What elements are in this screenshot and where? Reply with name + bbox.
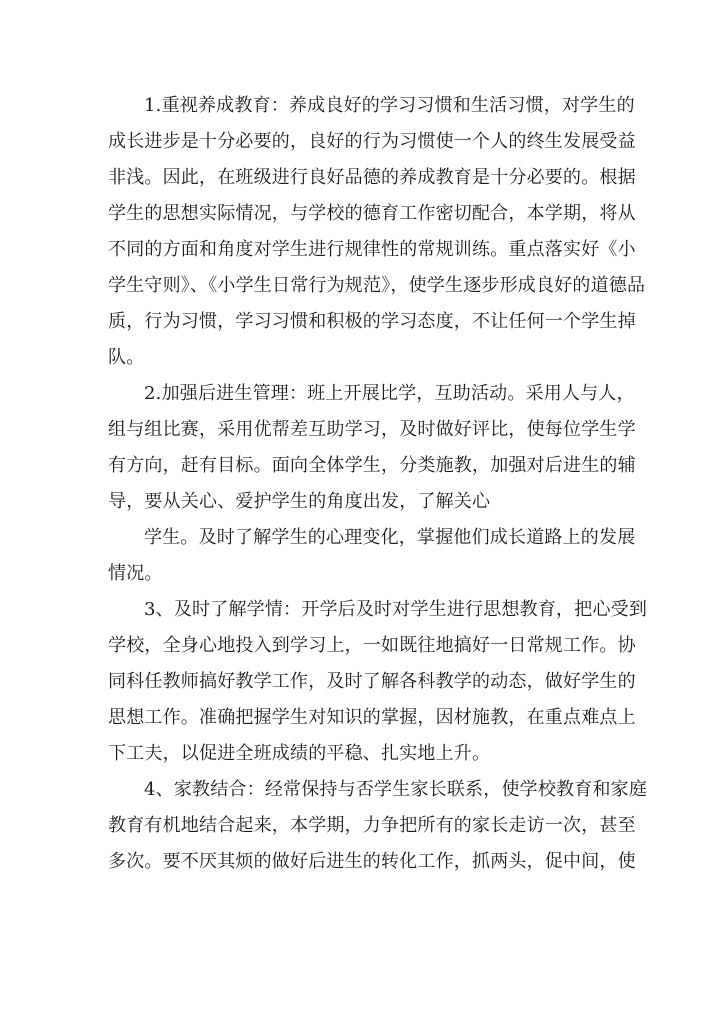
text-line — [108, 88, 635, 124]
text-line — [108, 304, 636, 340]
text-line — [108, 592, 648, 628]
text-line — [108, 124, 636, 160]
text-line — [108, 808, 636, 844]
paragraph-1 — [108, 88, 646, 376]
text-span: 非浅。因此，在班级进行良好品德的养成教育是十分必要的。根据 — [108, 167, 636, 188]
text-span: 学校，全身心地投入到学习上，一如既往地搞好一日常规工作。协 — [108, 635, 636, 656]
text-span: 教育有机地结合起来，本学期，力争把所有的家长走访一次，甚至 — [108, 815, 636, 836]
text-line — [108, 556, 608, 592]
paragraph-2 — [108, 376, 636, 520]
text-span: 质，行为习惯，学习习惯和积极的学习态度，不让任何一个学生掉 — [108, 311, 636, 332]
text-line — [108, 844, 636, 880]
text-span: 2.加强后进生管理：班上开展比学，互助活动。采用人与人， — [144, 383, 635, 404]
text-span: 情况。 — [108, 563, 163, 584]
paragraph-5 — [108, 772, 648, 880]
text-span: 3、及时了解学情：开学后及时对学生进行思想教育，把心受到 — [144, 599, 648, 620]
text-line — [108, 268, 646, 304]
text-line — [108, 484, 608, 520]
paragraph-3 — [108, 520, 636, 592]
text-span: 有方向，赶有目标。面向全体学生，分类施教，加强对后进生的辅 — [108, 455, 636, 476]
paragraph-4 — [108, 592, 648, 772]
text-line — [108, 700, 636, 736]
text-span: 思想工作。准确把握学生对知识的掌握，因材施教，在重点难点上 — [108, 707, 636, 728]
text-span: 成长进步是十分必要的，良好的行为习惯使一个人的终生发展受益 — [108, 131, 636, 152]
text-span: 学生。及时了解学生的心理变化，掌握他们成长道路上的发展 — [144, 527, 636, 548]
text-span: 4、家教结合：经常保持与否学生家长联系，使学校教育和家庭 — [144, 779, 648, 800]
text-span: 下工夫，以促进全班成绩的平稳、扎实地上升。 — [108, 743, 491, 764]
text-line — [108, 664, 636, 700]
text-line — [108, 628, 636, 664]
text-line — [108, 160, 636, 196]
document-body — [108, 88, 648, 880]
text-line — [108, 412, 636, 448]
text-line — [108, 520, 636, 556]
text-span: 组与组比赛，采用优帮差互助学习，及时做好评比，使每位学生学 — [108, 419, 636, 440]
text-span: 不同的方面和角度对学生进行规律性的常规训练。重点落实好《小 — [108, 239, 636, 260]
text-line — [108, 448, 636, 484]
text-line — [108, 376, 635, 412]
text-line — [108, 736, 608, 772]
text-span: 同科任教师搞好教学工作，及时了解各科教学的动态，做好学生的 — [108, 671, 636, 692]
text-span: 多次。要不厌其烦的做好后进生的转化工作，抓两头，促中间，使 — [108, 851, 636, 872]
text-span: 导，要从关心、爱护学生的角度出发，了解关心 — [108, 491, 491, 512]
text-span: 学生守则》、《小学生日常行为规范》，使学生逐步形成良好的道德品 — [108, 275, 646, 296]
text-span: 学生的思想实际情况，与学校的德育工作密切配合，本学期，将从 — [108, 203, 636, 224]
text-span: 1.重视养成教育：养成良好的学习习惯和生活习惯，对学生的 — [144, 95, 635, 116]
text-line — [108, 340, 608, 376]
text-line — [108, 772, 648, 808]
text-line — [108, 196, 636, 232]
text-span: 队。 — [108, 347, 145, 368]
text-line — [108, 232, 636, 268]
